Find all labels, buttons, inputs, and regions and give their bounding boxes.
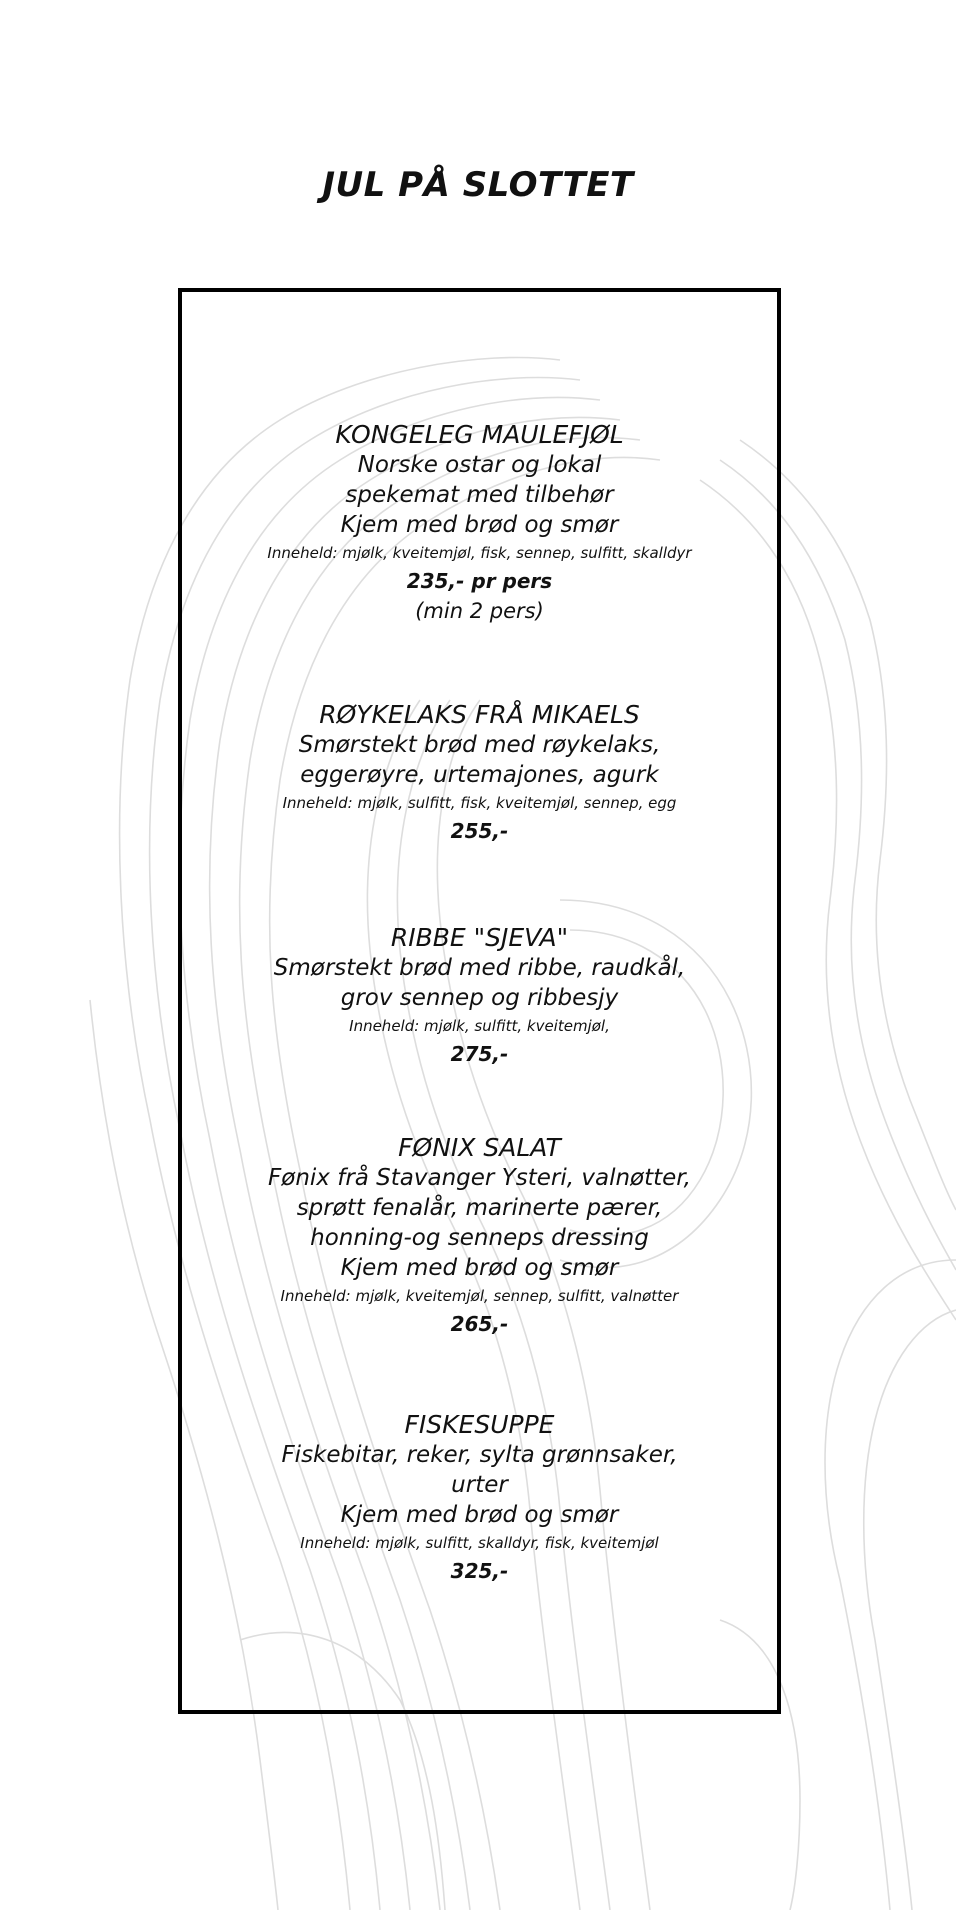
item-name: RØYKELAKS FRÅ MIKAELS: [319, 700, 640, 729]
item-name: FISKESUPPE: [404, 1410, 555, 1439]
menu-frame: [178, 288, 781, 1714]
item-allergens: Inneheld: mjølk, sulfitt, skalldyr, fisk, kveitemjøl: [300, 1534, 659, 1552]
item-description-line: Fønix frå Stavanger Ysteri, valnøtter,: [268, 1165, 691, 1191]
item-price: 275,-: [450, 1042, 509, 1066]
item-description-line: Fiskebitar, reker, sylta grønnsaker,: [281, 1442, 678, 1468]
item-allergens: Inneheld: mjølk, sulfitt, fisk, kveitemjøl, sennep, egg: [282, 794, 677, 812]
item-allergens: Inneheld: mjølk, kveitemjøl, sennep, sulfitt, valnøtter: [280, 1287, 679, 1305]
item-price: 255,-: [450, 819, 509, 843]
menu-item-roykelaks: [182, 700, 777, 846]
item-description-line: eggerøyre, urtemajones, agurk: [300, 762, 659, 788]
menu-item-fiskesuppe: [182, 1410, 777, 1586]
menu-item-fonix-salat: [182, 1133, 777, 1339]
item-price: 325,-: [450, 1559, 509, 1583]
item-price: 265,-: [450, 1312, 509, 1336]
item-name: KONGELEG MAULEFJØL: [335, 420, 624, 449]
item-allergens: Inneheld: mjølk, sulfitt, kveitemjøl,: [349, 1017, 610, 1035]
item-description-line: Smørstekt brød med røykelaks,: [298, 732, 661, 758]
item-description-line: urter: [451, 1472, 508, 1498]
item-note: (min 2 pers): [415, 599, 544, 623]
item-description-line: Norske ostar og lokal: [357, 452, 602, 478]
page-title: JUL PÅ SLOTTET: [322, 165, 634, 205]
item-description-line: sprøtt fenalår, marinerte pærer,: [296, 1195, 663, 1221]
item-name: RIBBE "SJEVA": [390, 923, 569, 952]
item-description-line: grov sennep og ribbesjy: [340, 985, 619, 1011]
item-description-line: honning-og senneps dressing: [310, 1225, 649, 1251]
item-allergens: Inneheld: mjølk, kveitemjøl, fisk, sennep, sulfitt, skalldyr: [267, 544, 692, 562]
item-description-line: spekemat med tilbehør: [345, 482, 614, 508]
item-description-line: Smørstekt brød med ribbe, raudkål,: [273, 955, 686, 981]
item-description-line: Kjem med brød og smør: [340, 512, 619, 538]
menu-item-kongeleg-maulefjol: [182, 420, 777, 626]
item-name: FØNIX SALAT: [398, 1133, 561, 1162]
menu-item-ribbe-sjeva: [182, 923, 777, 1069]
item-description-line: Kjem med brød og smør: [340, 1255, 619, 1281]
item-description-line: Kjem med brød og smør: [340, 1502, 619, 1528]
item-price: 235,- pr pers: [406, 569, 553, 593]
